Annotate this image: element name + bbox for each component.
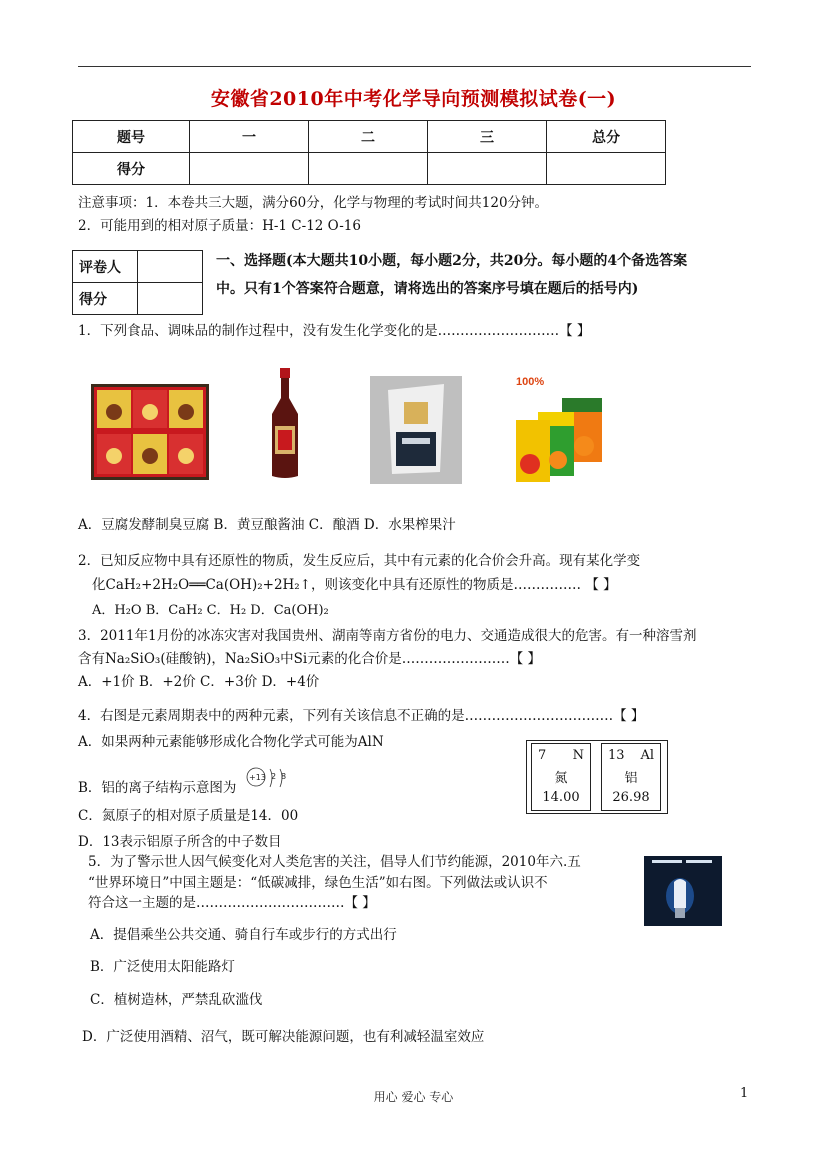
- q2-line-1: 2．已知反应物中具有还原性的物质，发生反应后，其中有元素的化合价会升高。现有某化学变: [78, 553, 641, 569]
- element-number: 13: [608, 748, 625, 763]
- score-table: [72, 120, 666, 185]
- score-cell: [309, 153, 428, 185]
- q4-option-a: A．如果两种元素能够形成化合物化学式可能为AlN: [78, 734, 384, 750]
- bulb-graphic: [644, 856, 722, 926]
- wine-bag-graphic: [370, 376, 462, 484]
- q5-option-d: D．广泛使用酒精、沼气，既可解决能源问题，也有利减轻温室效应: [82, 1029, 485, 1045]
- score-header-cell: 一: [190, 121, 309, 153]
- q3-line-2: 含有Na₂SiO₃(硅酸钠)，Na₂SiO₃中Si元素的化合价是……………………【 】: [78, 651, 542, 667]
- score-header-cell: 三: [428, 121, 547, 153]
- section-one-line-2: 中。只有1个答案符合题意，请将选出的答案序号填在题后的括号内): [216, 281, 639, 297]
- stinky-tofu-image: [91, 384, 209, 480]
- juice-label: 100%: [516, 376, 545, 388]
- svg-text:+13: +13: [249, 773, 266, 782]
- q1-stem: 1．下列食品、调味品的制作过程中，没有发生化学变化的是………………………【 】: [78, 323, 591, 339]
- grader-row: [73, 251, 203, 283]
- grader-cell: [138, 251, 203, 283]
- q4-option-d: D．13表示铝原子所含的中子数目: [78, 834, 282, 850]
- notes-text: 注意事项：1．本卷共三大题，满分60分，化学与物理的考试时间共120分钟。: [78, 195, 549, 211]
- q3-options: A．+1价 B．+2价 C．+3价 D．+4价: [78, 674, 320, 690]
- juice-graphic: [512, 376, 608, 484]
- score-table-header-row: [73, 121, 666, 153]
- notes-line-2: 2．可能用到的相对原子质量：H-1 C-12 O-16: [78, 218, 361, 234]
- q2-options: A．H₂O B．CaH₂ C．H₂ D．Ca(OH)₂: [92, 603, 329, 618]
- q5-option-c: C．植树造林，严禁乱砍滥伐: [90, 992, 263, 1008]
- score-cell: [428, 153, 547, 185]
- section-one-line-1: 一、选择题(本大题共10小题，每小题2分，共20分。每小题的4个备选答案: [216, 253, 688, 269]
- element-mass: 26.98: [612, 790, 650, 805]
- ion-structure-icon: [244, 765, 300, 795]
- score-table-score-row: [73, 153, 666, 185]
- score-header-cell: 题号: [73, 121, 190, 153]
- q5-line-2: “世界环境日”中国主题是：“低碳减排，绿色生活”如右图。下列做法或认识不: [88, 875, 548, 891]
- page-number: 1: [740, 1086, 749, 1101]
- score-header-cell: 总分: [547, 121, 666, 153]
- element-number: 7: [538, 748, 547, 763]
- grader-label: 评卷人: [73, 251, 138, 283]
- element-card-nitrogen: [531, 743, 591, 811]
- q2-line-2: 化CaH₂+2H₂O══Ca(OH)₂+2H₂↑，则该变化中具有还原性的物质是…………… 【 】: [92, 577, 617, 593]
- al-ion-diagram: [244, 765, 300, 798]
- grader-table: [72, 250, 203, 315]
- element-symbol: N: [572, 748, 584, 763]
- notes-line-1: [78, 191, 548, 211]
- q5-line-3: 符合这一主题的是……………………………【 】: [88, 895, 376, 911]
- q5-line-1: 5．为了警示世人因气候变化对人类危害的关注，倡导人们节约能源，2010年六.五: [88, 854, 581, 870]
- element-name: 氮: [554, 771, 568, 786]
- low-carbon-poster-image: [644, 856, 722, 926]
- juice-boxes-image: [512, 376, 608, 484]
- page-footer: 用心 爱心 专心: [373, 1090, 454, 1104]
- header-rule: [78, 66, 751, 67]
- stinky-tofu-graphic: [91, 384, 209, 480]
- score-header-cell: 二: [309, 121, 428, 153]
- q5-option-a: A．提倡乘坐公共交通、骑自行车或步行的方式出行: [90, 927, 397, 943]
- q5-option-b: B．广泛使用太阳能路灯: [90, 959, 235, 975]
- element-symbol: Al: [640, 748, 654, 763]
- rice-wine-image: [370, 376, 462, 484]
- periodic-cards-frame: [526, 740, 668, 814]
- score-row-label: 得分: [73, 153, 190, 185]
- q4-option-b: B．铝的离子结构示意图为: [78, 780, 237, 796]
- soy-sauce-bottle-image: [266, 368, 304, 480]
- q1-options: A．豆腐发酵制臭豆腐 B．黄豆酿酱油 C．酿酒 D．水果榨果汁: [78, 517, 456, 533]
- score-cell: [547, 153, 666, 185]
- score-cell: [190, 153, 309, 185]
- grader-score-label: 得分: [73, 283, 138, 315]
- q3-line-1: 3．2011年1月份的冰冻灾害对我国贵州、湖南等南方省份的电力、交通造成很大的危害。有一种溶雪剂: [78, 628, 697, 644]
- element-card-aluminum: [601, 743, 661, 811]
- section-one-header: [216, 247, 736, 303]
- svg-text:2: 2: [271, 772, 277, 781]
- bottle-graphic: [266, 368, 304, 480]
- element-mass: 14.00: [542, 790, 580, 805]
- q4-stem: 4．右图是元素周期表中的两种元素，下列有关该信息不正确的是……………………………【 】: [78, 708, 645, 724]
- grader-row: [73, 283, 203, 315]
- grader-cell: [138, 283, 203, 315]
- page-title: 安徽省2010年中考化学导向预测模拟试卷(一): [210, 88, 617, 110]
- svg-text:8: 8: [281, 772, 287, 781]
- element-name: 铝: [624, 771, 638, 786]
- q4-option-c: C．氮原子的相对原子质量是14．00: [78, 808, 299, 824]
